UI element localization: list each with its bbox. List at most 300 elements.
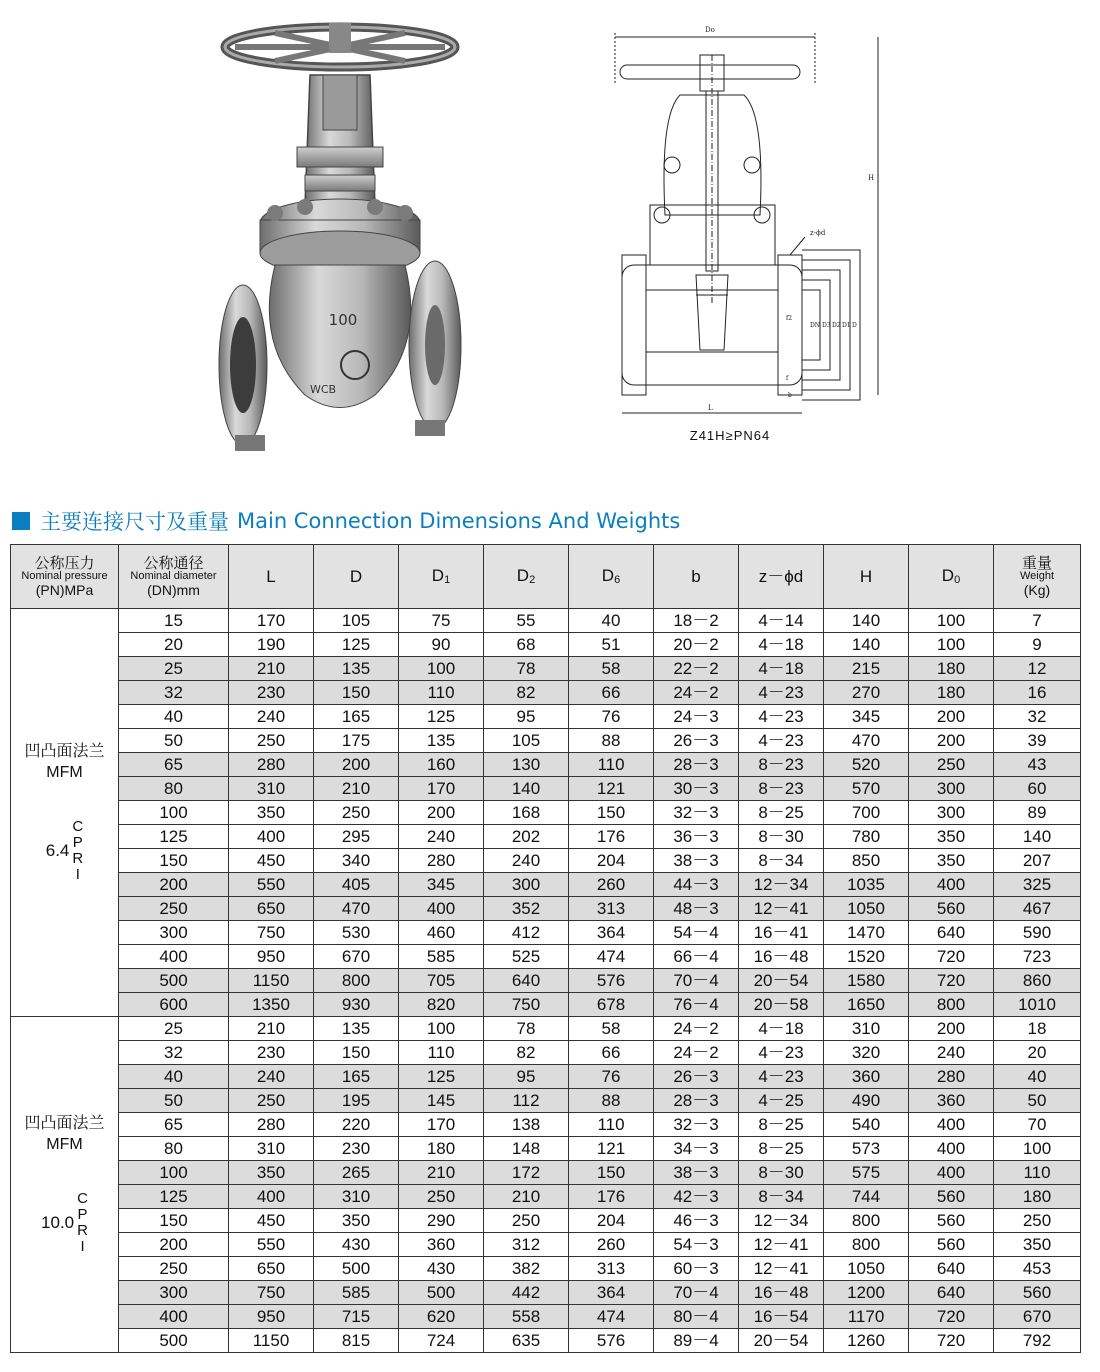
cell-z-phi-d: 8－34 xyxy=(739,849,824,873)
cell-b: 42－3 xyxy=(654,1185,739,1209)
cell-weight: 50 xyxy=(994,1089,1081,1113)
cell-d1: 180 xyxy=(399,1137,484,1161)
table-row xyxy=(11,777,1081,801)
cell-d: 135 xyxy=(314,1017,399,1041)
dim-label-b: b xyxy=(788,392,792,399)
cell-weight: 39 xyxy=(994,729,1081,753)
cell-weight: 9 xyxy=(994,633,1081,657)
pressure-class-letter: P xyxy=(77,1206,88,1224)
cell-d: 715 xyxy=(314,1305,399,1329)
cell-b: 28－3 xyxy=(654,1089,739,1113)
cell-d6: 150 xyxy=(569,801,654,825)
cell-dn: 40 xyxy=(119,1065,229,1089)
cell-z-phi-d: 4－18 xyxy=(739,1017,824,1041)
cell-d2: 148 xyxy=(484,1137,569,1161)
pressure-class-letter: I xyxy=(80,1238,85,1256)
cell-d0: 720 xyxy=(909,1305,994,1329)
cell-weight: 16 xyxy=(994,681,1081,705)
pressure-class-letter: R xyxy=(77,1222,88,1240)
table-row xyxy=(11,921,1081,945)
cell-l: 230 xyxy=(229,1041,314,1065)
cell-d: 470 xyxy=(314,897,399,921)
cell-h: 270 xyxy=(824,681,909,705)
table-row xyxy=(11,1233,1081,1257)
header-z-phi-d: z－ϕd xyxy=(739,545,824,609)
cell-d1: 100 xyxy=(399,1017,484,1041)
header-d2: $D_2$ xyxy=(484,545,569,609)
cell-d6: 176 xyxy=(569,825,654,849)
cell-h: 1050 xyxy=(824,1257,909,1281)
section-square-icon xyxy=(12,512,30,530)
cell-b: 32－3 xyxy=(654,801,739,825)
cell-d0: 720 xyxy=(909,969,994,993)
cell-d2: 300 xyxy=(484,873,569,897)
cell-d6: 204 xyxy=(569,849,654,873)
cell-d1: 125 xyxy=(399,1065,484,1089)
header-b: b xyxy=(654,545,739,609)
table-row xyxy=(11,1161,1081,1185)
cell-dn: 25 xyxy=(119,1017,229,1041)
pressure-class-letter: C xyxy=(77,1190,88,1208)
cell-h: 140 xyxy=(824,633,909,657)
cell-dn: 500 xyxy=(119,1329,229,1353)
cell-d0: 350 xyxy=(909,849,994,873)
cell-z-phi-d: 4－23 xyxy=(739,729,824,753)
cell-d2: 352 xyxy=(484,897,569,921)
cell-d1: 250 xyxy=(399,1185,484,1209)
cell-weight: 20 xyxy=(994,1041,1081,1065)
cell-h: 320 xyxy=(824,1041,909,1065)
cell-dn: 20 xyxy=(119,633,229,657)
table-row xyxy=(11,969,1081,993)
cell-b: 32－3 xyxy=(654,1113,739,1137)
cell-b: 30－3 xyxy=(654,777,739,801)
cell-b: 24－3 xyxy=(654,705,739,729)
cell-z-phi-d: 8－30 xyxy=(739,825,824,849)
cell-d: 150 xyxy=(314,681,399,705)
cell-l: 450 xyxy=(229,849,314,873)
cell-z-phi-d: 20－54 xyxy=(739,1329,824,1353)
cell-d1: 110 xyxy=(399,681,484,705)
cell-dn: 200 xyxy=(119,1233,229,1257)
cell-d0: 250 xyxy=(909,753,994,777)
cell-h: 360 xyxy=(824,1065,909,1089)
cell-d: 310 xyxy=(314,1185,399,1209)
cell-d0: 400 xyxy=(909,873,994,897)
cell-d2: 82 xyxy=(484,1041,569,1065)
cell-h: 310 xyxy=(824,1017,909,1041)
table-body xyxy=(11,609,1081,1353)
cell-b: 38－3 xyxy=(654,849,739,873)
cell-d0: 560 xyxy=(909,1233,994,1257)
table-row xyxy=(11,897,1081,921)
cell-d1: 240 xyxy=(399,825,484,849)
cell-z-phi-d: 16－41 xyxy=(739,921,824,945)
cell-h: 520 xyxy=(824,753,909,777)
cell-d: 230 xyxy=(314,1137,399,1161)
cell-weight: 560 xyxy=(994,1281,1081,1305)
cell-d2: 250 xyxy=(484,1209,569,1233)
body-marking-size: 100 xyxy=(328,311,358,329)
cell-d1: 210 xyxy=(399,1161,484,1185)
table-row xyxy=(11,1017,1081,1041)
cell-h: 470 xyxy=(824,729,909,753)
table-row xyxy=(11,873,1081,897)
cell-l: 280 xyxy=(229,753,314,777)
cell-dn: 150 xyxy=(119,1209,229,1233)
cell-l: 310 xyxy=(229,777,314,801)
cell-d: 405 xyxy=(314,873,399,897)
cell-dn: 65 xyxy=(119,753,229,777)
cell-weight: 89 xyxy=(994,801,1081,825)
cell-b: 36－3 xyxy=(654,825,739,849)
table-row xyxy=(11,1137,1081,1161)
cell-z-phi-d: 4－18 xyxy=(739,657,824,681)
cell-weight: 7 xyxy=(994,609,1081,633)
cell-h: 1035 xyxy=(824,873,909,897)
body-marking-material: WCB xyxy=(310,383,337,396)
table-row xyxy=(11,657,1081,681)
cell-d: 175 xyxy=(314,729,399,753)
cell-d: 150 xyxy=(314,1041,399,1065)
section-title-cn: 主要连接尺寸及重量 xyxy=(40,510,229,534)
cell-d0: 800 xyxy=(909,993,994,1017)
cell-d6: 204 xyxy=(569,1209,654,1233)
cell-d6: 110 xyxy=(569,1113,654,1137)
cell-d0: 300 xyxy=(909,801,994,825)
cell-d: 295 xyxy=(314,825,399,849)
table-header-row xyxy=(11,545,1081,609)
cell-weight: 723 xyxy=(994,945,1081,969)
table-row xyxy=(11,1065,1081,1089)
cell-d: 210 xyxy=(314,777,399,801)
cell-d2: 640 xyxy=(484,969,569,993)
cell-h: 1580 xyxy=(824,969,909,993)
cell-d0: 350 xyxy=(909,825,994,849)
cell-h: 1650 xyxy=(824,993,909,1017)
cell-z-phi-d: 16－48 xyxy=(739,1281,824,1305)
table-row xyxy=(11,993,1081,1017)
pressure-class-letter: R xyxy=(72,850,84,868)
cell-l: 750 xyxy=(229,1281,314,1305)
table-row xyxy=(11,705,1081,729)
cell-weight: 350 xyxy=(994,1233,1081,1257)
cell-d1: 400 xyxy=(399,897,484,921)
cell-l: 280 xyxy=(229,1113,314,1137)
cell-d: 265 xyxy=(314,1161,399,1185)
cell-b: 38－3 xyxy=(654,1161,739,1185)
dim-label-do: Do xyxy=(705,26,715,34)
cell-h: 1260 xyxy=(824,1329,909,1353)
dim-label-d2: D2 xyxy=(832,322,841,329)
cell-weight: 140 xyxy=(994,825,1081,849)
cell-b: 24－2 xyxy=(654,1041,739,1065)
cell-l: 170 xyxy=(229,609,314,633)
cell-l: 240 xyxy=(229,705,314,729)
cell-d6: 121 xyxy=(569,777,654,801)
cell-z-phi-d: 8－25 xyxy=(739,801,824,825)
cell-d6: 576 xyxy=(569,969,654,993)
cell-dn: 250 xyxy=(119,897,229,921)
cell-b: 24－2 xyxy=(654,681,739,705)
cell-d2: 78 xyxy=(484,1017,569,1041)
cell-d: 430 xyxy=(314,1233,399,1257)
cell-dn: 65 xyxy=(119,1113,229,1137)
cell-d6: 58 xyxy=(569,657,654,681)
pressure-class-letter: C xyxy=(72,818,84,836)
cell-d6: 76 xyxy=(569,705,654,729)
table-row xyxy=(11,1209,1081,1233)
cell-l: 210 xyxy=(229,1017,314,1041)
dim-label-d1: D1 xyxy=(842,322,851,329)
cell-l: 1350 xyxy=(229,993,314,1017)
header-d6: $D_6$ xyxy=(569,545,654,609)
cell-d: 530 xyxy=(314,921,399,945)
cell-h: 800 xyxy=(824,1233,909,1257)
dim-label-d: D xyxy=(852,322,857,329)
cell-d2: 412 xyxy=(484,921,569,945)
cell-h: 540 xyxy=(824,1113,909,1137)
cell-d6: 40 xyxy=(569,609,654,633)
cell-d: 165 xyxy=(314,705,399,729)
cell-d6: 51 xyxy=(569,633,654,657)
cell-d: 125 xyxy=(314,633,399,657)
cell-d0: 720 xyxy=(909,945,994,969)
cell-b: 34－3 xyxy=(654,1137,739,1161)
cell-d0: 400 xyxy=(909,1161,994,1185)
cell-h: 700 xyxy=(824,801,909,825)
cell-d0: 300 xyxy=(909,777,994,801)
cell-h: 575 xyxy=(824,1161,909,1185)
table-row xyxy=(11,633,1081,657)
cell-z-phi-d: 12－41 xyxy=(739,1257,824,1281)
cell-b: 18－2 xyxy=(654,609,739,633)
table-row xyxy=(11,681,1081,705)
cell-weight: 467 xyxy=(994,897,1081,921)
cell-d: 585 xyxy=(314,1281,399,1305)
cell-weight: 670 xyxy=(994,1305,1081,1329)
cell-b: 80－4 xyxy=(654,1305,739,1329)
cell-z-phi-d: 4－23 xyxy=(739,681,824,705)
cell-dn: 150 xyxy=(119,849,229,873)
cell-d0: 560 xyxy=(909,897,994,921)
table-row xyxy=(11,1281,1081,1305)
cell-dn: 40 xyxy=(119,705,229,729)
header-weight: 重量 Weight (Kg) xyxy=(994,545,1081,609)
cell-d0: 180 xyxy=(909,681,994,705)
cell-b: 24－2 xyxy=(654,1017,739,1041)
cell-d2: 138 xyxy=(484,1113,569,1137)
cell-d1: 360 xyxy=(399,1233,484,1257)
cell-d1: 585 xyxy=(399,945,484,969)
cell-d0: 640 xyxy=(909,921,994,945)
cell-d1: 75 xyxy=(399,609,484,633)
cell-dn: 100 xyxy=(119,1161,229,1185)
cell-d2: 240 xyxy=(484,849,569,873)
cell-z-phi-d: 12－34 xyxy=(739,873,824,897)
cell-l: 950 xyxy=(229,1305,314,1329)
cell-l: 550 xyxy=(229,873,314,897)
pressure-value: 6.4 xyxy=(45,841,70,861)
cell-d6: 76 xyxy=(569,1065,654,1089)
header-d1: $D_1$ xyxy=(399,545,484,609)
cell-z-phi-d: 4－23 xyxy=(739,1065,824,1089)
cell-b: 70－4 xyxy=(654,1281,739,1305)
cell-weight: 792 xyxy=(994,1329,1081,1353)
cell-dn: 32 xyxy=(119,681,229,705)
cell-d0: 640 xyxy=(909,1257,994,1281)
cell-d0: 640 xyxy=(909,1281,994,1305)
cell-b: 89－4 xyxy=(654,1329,739,1353)
cell-d6: 474 xyxy=(569,1305,654,1329)
dim-label-f: f xyxy=(786,375,789,382)
pressure-class-letters xyxy=(77,1191,88,1255)
cell-d1: 620 xyxy=(399,1305,484,1329)
cell-d: 930 xyxy=(314,993,399,1017)
cell-d2: 210 xyxy=(484,1185,569,1209)
cell-dn: 25 xyxy=(119,657,229,681)
cell-l: 310 xyxy=(229,1137,314,1161)
cell-d6: 66 xyxy=(569,681,654,705)
table-row xyxy=(11,945,1081,969)
cell-z-phi-d: 4－25 xyxy=(739,1089,824,1113)
cell-weight: 180 xyxy=(994,1185,1081,1209)
cell-weight: 250 xyxy=(994,1209,1081,1233)
cell-d2: 202 xyxy=(484,825,569,849)
cell-dn: 15 xyxy=(119,609,229,633)
cell-d2: 442 xyxy=(484,1281,569,1305)
cell-z-phi-d: 12－41 xyxy=(739,1233,824,1257)
cell-d: 250 xyxy=(314,801,399,825)
cell-h: 850 xyxy=(824,849,909,873)
cell-l: 1150 xyxy=(229,1329,314,1353)
cell-l: 650 xyxy=(229,1257,314,1281)
cell-h: 215 xyxy=(824,657,909,681)
section-title-en: Main Connection Dimensions And Weights xyxy=(237,509,681,533)
cell-d0: 200 xyxy=(909,729,994,753)
dim-label-f2: f2 xyxy=(786,315,793,322)
cell-d0: 720 xyxy=(909,1329,994,1353)
table-row xyxy=(11,801,1081,825)
drawing-caption: Z41H≥PN64 xyxy=(689,428,771,443)
cell-d1: 125 xyxy=(399,705,484,729)
table-row xyxy=(11,609,1081,633)
cell-d1: 110 xyxy=(399,1041,484,1065)
cell-d2: 95 xyxy=(484,705,569,729)
cell-dn: 300 xyxy=(119,1281,229,1305)
table-row xyxy=(11,729,1081,753)
dim-label-h: H xyxy=(868,174,875,182)
cell-dn: 80 xyxy=(119,777,229,801)
cell-h: 780 xyxy=(824,825,909,849)
cell-l: 250 xyxy=(229,1089,314,1113)
cell-d: 350 xyxy=(314,1209,399,1233)
cell-d2: 140 xyxy=(484,777,569,801)
cell-d: 105 xyxy=(314,609,399,633)
cell-z-phi-d: 16－54 xyxy=(739,1305,824,1329)
cell-d6: 88 xyxy=(569,729,654,753)
cell-d1: 100 xyxy=(399,657,484,681)
cell-d: 220 xyxy=(314,1113,399,1137)
cell-d1: 705 xyxy=(399,969,484,993)
cell-d1: 820 xyxy=(399,993,484,1017)
cell-d1: 280 xyxy=(399,849,484,873)
cell-d: 500 xyxy=(314,1257,399,1281)
cell-dn: 600 xyxy=(119,993,229,1017)
cell-h: 744 xyxy=(824,1185,909,1209)
cell-d6: 678 xyxy=(569,993,654,1017)
cell-h: 1170 xyxy=(824,1305,909,1329)
cell-d0: 280 xyxy=(909,1065,994,1089)
pressure-group-cell xyxy=(11,609,119,1017)
cell-dn: 400 xyxy=(119,945,229,969)
cell-dn: 100 xyxy=(119,801,229,825)
cell-l: 400 xyxy=(229,825,314,849)
cell-weight: 40 xyxy=(994,1065,1081,1089)
cell-weight: 100 xyxy=(994,1137,1081,1161)
cell-l: 230 xyxy=(229,681,314,705)
cell-d6: 176 xyxy=(569,1185,654,1209)
cell-weight: 207 xyxy=(994,849,1081,873)
cell-dn: 250 xyxy=(119,1257,229,1281)
cell-b: 26－3 xyxy=(654,729,739,753)
cell-d1: 200 xyxy=(399,801,484,825)
cell-d6: 150 xyxy=(569,1161,654,1185)
cell-b: 22－2 xyxy=(654,657,739,681)
cell-z-phi-d: 4－18 xyxy=(739,633,824,657)
cell-l: 190 xyxy=(229,633,314,657)
cell-d6: 364 xyxy=(569,1281,654,1305)
cell-d: 815 xyxy=(314,1329,399,1353)
flange-type-cn: 凹凸面法兰 xyxy=(24,1114,105,1132)
table-row xyxy=(11,1257,1081,1281)
cell-weight: 12 xyxy=(994,657,1081,681)
cell-d0: 200 xyxy=(909,705,994,729)
cell-l: 250 xyxy=(229,729,314,753)
cell-z-phi-d: 20－54 xyxy=(739,969,824,993)
cell-dn: 200 xyxy=(119,873,229,897)
pressure-class-letter: P xyxy=(72,834,83,852)
cell-weight: 590 xyxy=(994,921,1081,945)
cell-d: 165 xyxy=(314,1065,399,1089)
cell-dn: 125 xyxy=(119,1185,229,1209)
cell-d: 340 xyxy=(314,849,399,873)
cell-dn: 300 xyxy=(119,921,229,945)
cell-z-phi-d: 8－30 xyxy=(739,1161,824,1185)
cell-h: 1050 xyxy=(824,897,909,921)
cell-l: 210 xyxy=(229,657,314,681)
header-l: L xyxy=(229,545,314,609)
flange-type-cn: 凹凸面法兰 xyxy=(24,742,105,760)
header-h: H xyxy=(824,545,909,609)
cell-d0: 240 xyxy=(909,1041,994,1065)
cell-b: 76－4 xyxy=(654,993,739,1017)
cell-weight: 43 xyxy=(994,753,1081,777)
dim-label-l: L xyxy=(708,404,713,412)
cell-h: 573 xyxy=(824,1137,909,1161)
dim-label-z: z-ϕd xyxy=(810,229,826,237)
pressure-class-letters xyxy=(72,819,83,883)
cell-z-phi-d: 4－23 xyxy=(739,705,824,729)
cell-l: 650 xyxy=(229,897,314,921)
valve-technical-drawing xyxy=(600,15,900,425)
cell-b: 66－4 xyxy=(654,945,739,969)
cell-d1: 170 xyxy=(399,777,484,801)
cell-d: 200 xyxy=(314,753,399,777)
cell-dn: 400 xyxy=(119,1305,229,1329)
cell-b: 54－4 xyxy=(654,921,739,945)
cell-z-phi-d: 4－14 xyxy=(739,609,824,633)
